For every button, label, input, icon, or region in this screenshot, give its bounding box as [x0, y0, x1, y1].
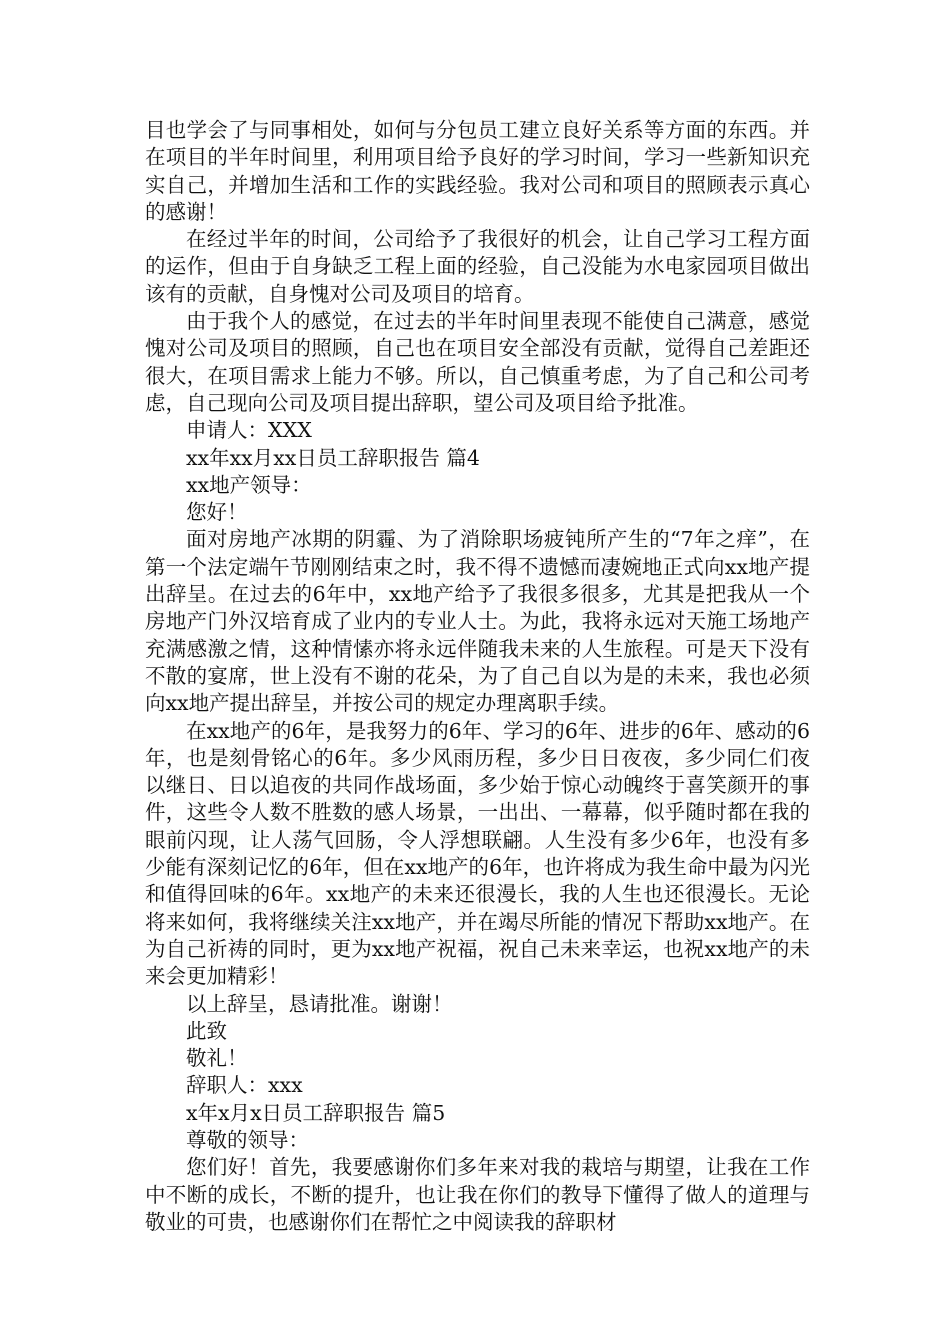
greeting: 您好！ — [186, 500, 248, 525]
applicant-signature: 申请人：XXX — [186, 418, 312, 443]
section-heading-4: xx年xx月xx日员工辞职报告 篇4 — [186, 445, 480, 470]
closing-request: 以上辞呈，恳请批准。谢谢！ — [186, 991, 453, 1016]
paragraph-six-years: 在xx地产的6年，是我努力的6年、学习的6年、进步的6年、感动的6年，也是刻骨铭心的6年。多少风雨历程，多少日日夜夜，多少同仁们夜以继日、日以追夜的共同作战场面，多少始于惊心动魄终于喜笑颜开的事件，这些令人数不胜数的感人场景，一出出、一幕幕，似乎随时都在我的眼前闪现，让人荡气回肠，令人浮想联翩。人生没有多少6年，也没有多少能有深刻记忆的6年，但在xx地产的6年，也许将成为我生命中最为闪光和值得回味的6年。xx地产的未来还很漫长，我的人生也还很漫长。无论将来如何，我将继续关注xx地产，并在竭尽所能的情况下帮助xx地产。在为自己祈祷的同时，更为xx地产祝福，祝自己未来幸运，也祝xx地产的未来会更加精彩！ — [145, 718, 810, 989]
salutation-addressee: xx地产领导： — [186, 472, 312, 497]
closing-jingli: 敬礼！ — [186, 1046, 248, 1071]
paragraph-continuation: 目也学会了与同事相处，如何与分包员工建立良好关系等方面的东西。并在项目的半年时间里，利用项目给予良好的学习时间，学习一些新知识充实自己，并增加生活和工作的实践经验。我对公司和项目的照顾表示真心的感谢！ — [145, 118, 810, 224]
resigner-signature: 辞职人：xxx — [186, 1073, 303, 1098]
paragraph-resignation-reason: 由于我个人的感觉，在过去的半年时间里表现不能使自己满意，感觉愧对公司及项目的照顾，自己也在项目安全部没有贡献，觉得自己差距还很大，在项目需求上能力不够。所以，自己慎重考虑，为了自己和公司考虑，自己现向公司及项目提出辞职，望公司及项目给予批准。 — [145, 309, 810, 415]
document-body — [145, 117, 810, 1236]
section-heading-5: x年x月x日员工辞职报告 篇5 — [186, 1100, 446, 1125]
closing-cizhi: 此致 — [186, 1018, 227, 1043]
paragraph-half-year: 在经过半年的时间，公司给予了我很好的机会，让自己学习工程方面的运作，但由于自身缺乏工程上面的经验，自己没能为水电家园项目做出该有的贡献，自身愧对公司及项目的培育。 — [145, 227, 810, 306]
paragraph-thanks: 您们好！首先，我要感谢你们多年来对我的栽培与期望，让我在工作中不断的成长，不断的提升，也让我在你们的教导下懂得了做人的道理与敬业的可贵，也感谢你们在帮忙之中阅读我的辞职材 — [145, 1155, 810, 1234]
paragraph-real-estate-intro: 面对房地产冰期的阴霾、为了消除职场疲钝所产生的“7年之痒”，在第一个法定端午节刚刚结束之时，我不得不遗憾而凄婉地正式向xx地产提出辞呈。在过去的6年中，xx地产给予了我很多很多，尤其是把我从一个房地产门外汉培育成了业内的专业人士。为此，我将永远对天施工场地产充满感激之情，这种情愫亦将永远伴随我未来的人生旅程。可是天下没有不散的宴席，世上没有不谢的花朵，为了自己自以为是的未来，我也必须向xx地产提出辞呈，并按公司的规定办理离职手续。 — [145, 527, 810, 716]
salutation-leaders: 尊敬的领导： — [186, 1127, 309, 1152]
